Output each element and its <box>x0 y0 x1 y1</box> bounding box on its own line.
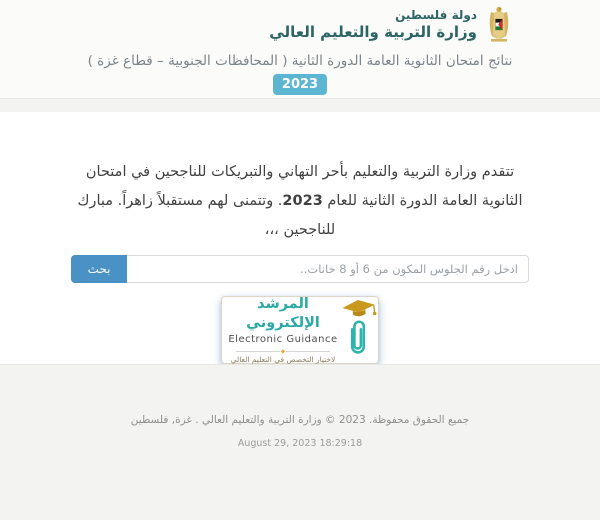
copyright-text: جميع الحقوق محفوظة. 2023 © وزارة التربية والتعليم العالي . غزة, فلسطين <box>130 414 470 426</box>
congrats-text-part2: . وتتمنى لهم مستقبلاً زاهراً. مبارك للناجحين ،،، <box>77 193 336 238</box>
guidance-divider <box>236 351 330 352</box>
seat-number-input[interactable] <box>127 255 529 283</box>
site-header <box>0 0 600 98</box>
guidance-tagline: لاختيار التخصص في التعليم العالي <box>230 355 336 364</box>
main-content <box>0 112 600 364</box>
guidance-logo-card[interactable] <box>221 296 379 364</box>
results-title-bar <box>0 52 600 95</box>
ministry-name-block <box>269 7 477 41</box>
guidance-title-en: Electronic Guidance <box>228 334 338 345</box>
year-badge: 2023 <box>273 74 327 95</box>
results-title: نتائج امتحان الثانوية العامة الدورة الثانية ( المحافظات الجنوبية – قطاع غزة ) <box>87 53 513 69</box>
ministry-brand <box>0 5 600 43</box>
congrats-text-part1: تتقدم وزارة التربية والتعليم بأحر التهاني والتبريكات للناجحين في امتحان الثانوية العامة الدورة الثانية للعام <box>85 164 523 209</box>
site-footer <box>0 364 600 520</box>
section-divider-band <box>0 98 600 112</box>
congrats-message <box>65 158 535 245</box>
paperclip-icon <box>345 317 371 363</box>
palestine-eagle-emblem-icon <box>484 5 514 43</box>
search-button[interactable]: بحث <box>71 255 127 283</box>
timestamp-text: August 29, 2023 18:29:18 <box>237 438 363 449</box>
guidance-title-ar: المرشد الإلكتروني <box>246 296 320 331</box>
guidance-logo-texts <box>222 295 338 365</box>
divider-dot-icon <box>279 347 286 354</box>
ministry-name: وزارة التربية والتعليم العالي <box>269 23 477 41</box>
congrats-year: 2023 <box>282 193 323 209</box>
country-name: دولة فلسطين <box>395 8 477 22</box>
seat-number-search-group <box>71 255 529 283</box>
guidance-logo-icons <box>338 296 378 364</box>
